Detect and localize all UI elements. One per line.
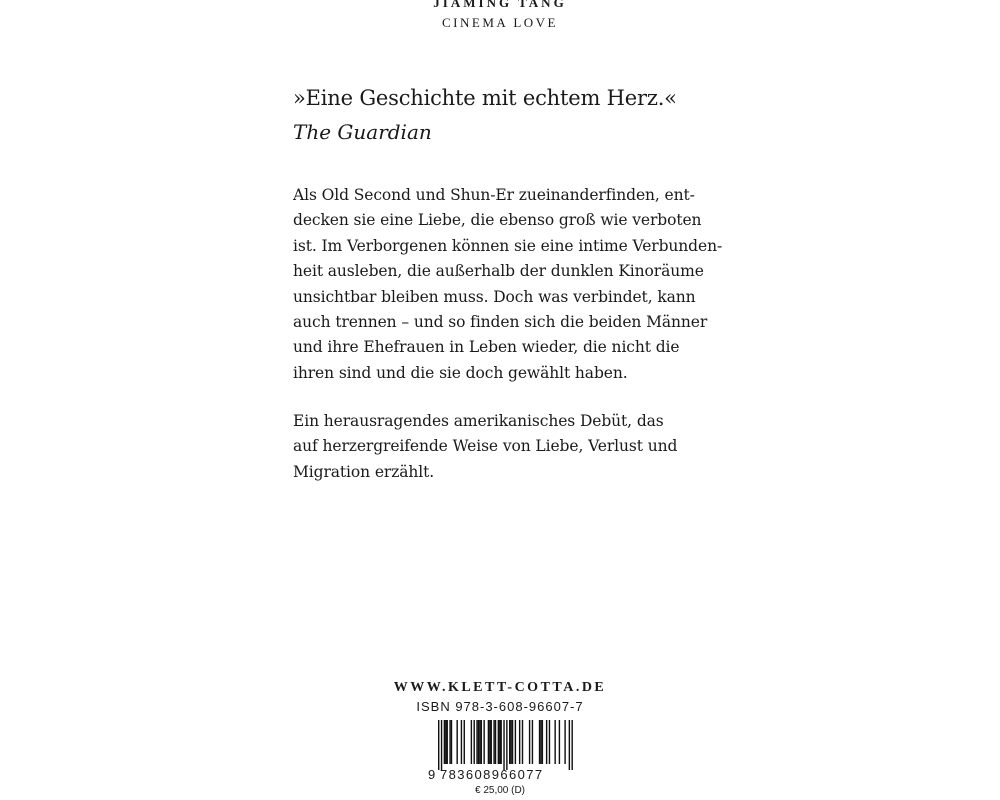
- blurb-line: Ein herausragendes amerikanisches Debüt, das: [293, 412, 664, 430]
- book-author: JIAMING TANG: [433, 0, 567, 10]
- barcode-bar: [483, 720, 484, 764]
- blurb-line: und ihre Ehefrauen in Leben wieder, die nicht die: [293, 338, 680, 357]
- barcode-bar: [493, 720, 494, 764]
- barcode-bar: [498, 720, 499, 764]
- barcode-bar: [464, 720, 465, 764]
- barcode-guard-bar: [438, 720, 439, 770]
- barcode-bar: [532, 720, 533, 764]
- barcode-bars: [428, 720, 574, 770]
- barcode-bar: [529, 720, 530, 764]
- barcode-bar: [522, 720, 523, 764]
- review-source: The Guardian: [293, 120, 432, 144]
- barcode-bar: [564, 720, 565, 764]
- blurb-line: Migration erzählt.: [293, 462, 435, 481]
- barcode-guard-bar: [441, 720, 442, 770]
- barcode-bar: [499, 720, 500, 764]
- publisher-website: WWW.KLETT-COTTA.DE: [393, 680, 607, 695]
- barcode-bar: [478, 720, 479, 764]
- blurb-line: unsichtbar bleiben muss. Doch was verbindet, kann: [293, 287, 696, 306]
- review-quote: »Eine Geschichte mit echtem Herz.«: [293, 86, 677, 110]
- barcode-bar: [546, 720, 547, 764]
- barcode-bar: [489, 720, 490, 764]
- barcode-bar: [491, 720, 492, 764]
- barcode-bar: [540, 720, 541, 764]
- barcode-guard-bar: [503, 720, 504, 770]
- barcode-bar: [481, 720, 482, 764]
- barcode-bar: [445, 720, 446, 764]
- barcode-bar: [447, 720, 448, 764]
- blurb-line: ihren sind und die sie doch gewählt haben.: [293, 363, 628, 382]
- barcode-number: 783608966077: [440, 767, 544, 782]
- barcode-guard-bar: [506, 720, 507, 770]
- barcode-bar: [519, 720, 520, 764]
- barcode-bar: [451, 720, 452, 764]
- blurb-paragraph-2: [293, 409, 677, 485]
- barcode-bar: [500, 720, 501, 764]
- barcode-bar: [456, 720, 457, 764]
- barcode-bar: [542, 720, 543, 764]
- barcode-bar: [515, 720, 516, 764]
- barcode-bar: [461, 720, 462, 764]
- barcode-bar: [488, 720, 489, 764]
- barcode-bar: [509, 720, 510, 764]
- barcode-bar: [476, 720, 477, 764]
- blurb-line: heit ausleben, die außerhalb der dunklen Kinoräume: [293, 262, 704, 281]
- isbn-number: ISBN 978-3-608-96607-7: [416, 699, 584, 714]
- barcode-bar: [444, 720, 445, 764]
- blurb-line: decken sie eine Liebe, die ebenso groß wie verboten: [293, 211, 702, 230]
- blurb-line: auch trennen – und so finden sich die beiden Männer: [293, 312, 708, 331]
- barcode-bar: [479, 720, 480, 764]
- barcode-bar: [554, 720, 555, 764]
- blurb-line: ist. Im Verborgenen können sie eine intime Verbunden-: [293, 236, 723, 255]
- barcode-guard-bar: [571, 720, 572, 770]
- barcode-guard-bar: [569, 720, 570, 770]
- barcode-bar: [495, 720, 496, 764]
- barcode-bar: [512, 720, 513, 764]
- barcode-bar: [449, 720, 450, 764]
- barcode-bar: [549, 720, 550, 764]
- barcode-bar: [539, 720, 540, 764]
- barcode-first-digit: 9: [428, 767, 436, 782]
- book-price: € 25,00 (D): [474, 785, 526, 796]
- blurb-line: Als Old Second und Shun-Er zueinanderfinden, ent-: [293, 186, 695, 204]
- barcode-bar: [510, 720, 511, 764]
- barcode-bar: [559, 720, 560, 764]
- isbn-barcode: [428, 720, 574, 784]
- blurb-line: auf herzergreifende Weise von Liebe, Verlust und: [293, 437, 678, 456]
- barcode-bar: [471, 720, 472, 764]
- blurb-paragraph-1: [293, 183, 722, 386]
- barcode-bar: [474, 720, 475, 764]
- book-title: CINEMA LOVE: [442, 15, 558, 30]
